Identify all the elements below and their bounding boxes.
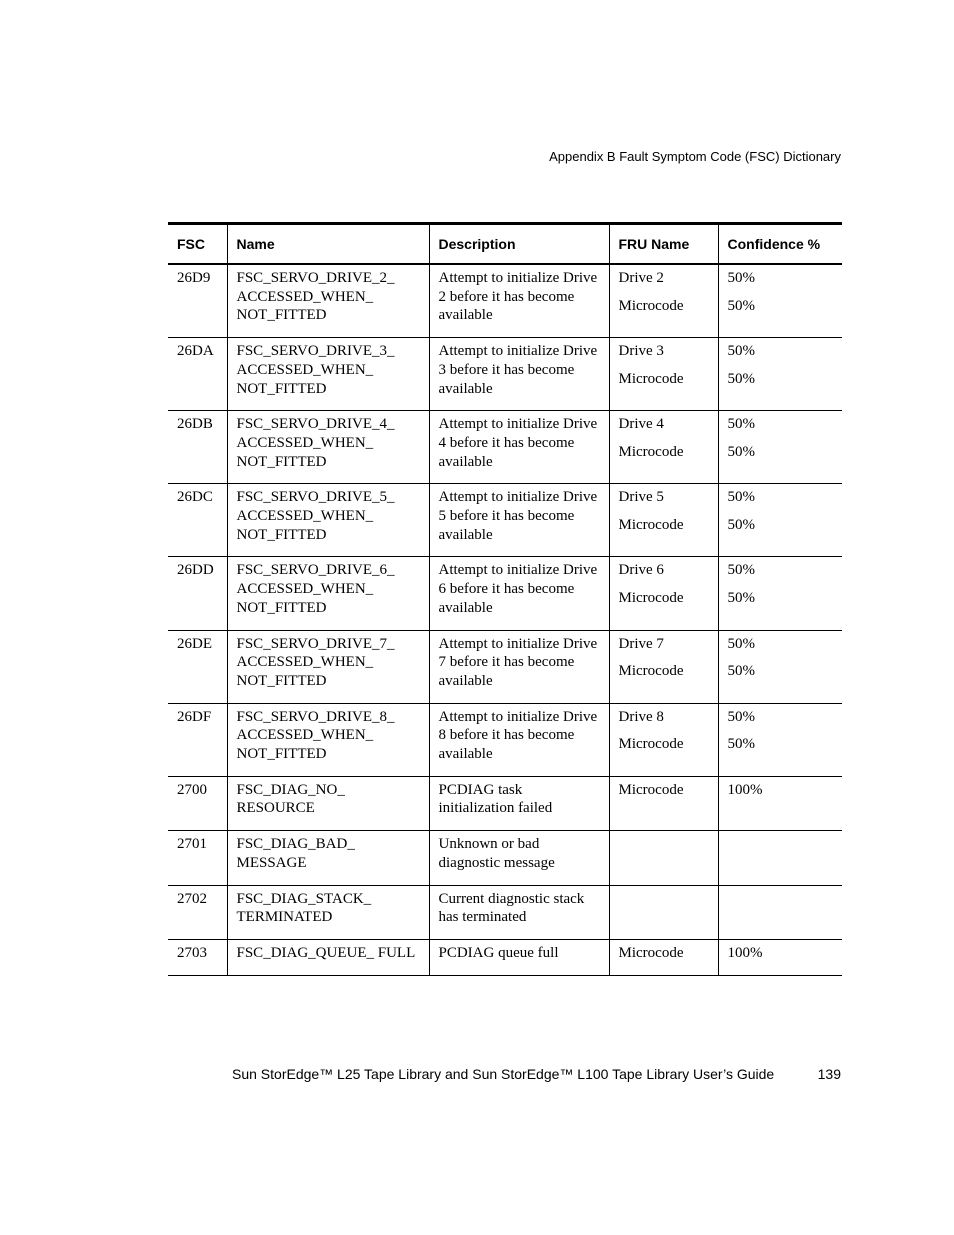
fru-name-cell: [609, 484, 718, 557]
fsc-name-cell: FSC_DIAG_NO_ RESOURCE: [227, 776, 429, 830]
description-cell: Attempt to initialize Drive 6 before it has become available: [429, 557, 609, 630]
fsc-name-cell: FSC_SERVO_DRIVE_2_ ACCESSED_WHEN_ NOT_FITTED: [227, 264, 429, 338]
table-row: [168, 630, 842, 703]
column-header-confidence: Confidence %: [718, 224, 842, 265]
fsc-code-cell: 26DF: [168, 703, 227, 776]
confidence-cell: [718, 411, 842, 484]
description-cell: Attempt to initialize Drive 3 before it has become available: [429, 338, 609, 411]
fsc-name-cell: FSC_DIAG_QUEUE_ FULL: [227, 939, 429, 975]
description-cell: Attempt to initialize Drive 8 before it has become available: [429, 703, 609, 776]
fru-name-cell-line: Drive 5: [618, 489, 664, 506]
confidence-cell-line: 50%: [727, 270, 755, 286]
confidence-cell: [718, 557, 842, 630]
description-cell: Attempt to initialize Drive 2 before it has become available: [429, 264, 609, 338]
fsc-name-cell: FSC_SERVO_DRIVE_3_ ACCESSED_WHEN_ NOT_FITTED: [227, 338, 429, 411]
confidence-cell-line: 50%: [727, 517, 755, 534]
fsc-name-cell: FSC_DIAG_BAD_ MESSAGE: [227, 831, 429, 885]
confidence-cell-line: 50%: [727, 736, 755, 753]
fru-name-cell-line: Microcode: [618, 443, 684, 460]
fsc-code-cell: 26DA: [168, 338, 227, 411]
fsc-code-cell: 26DE: [168, 630, 227, 703]
fsc-code-cell: 2701: [168, 831, 227, 885]
confidence-cell-line: 100%: [727, 944, 763, 961]
description-cell: PCDIAG queue full: [429, 939, 609, 975]
fsc-code-cell: 26DC: [168, 484, 227, 557]
fru-name-cell-line: Drive 3: [618, 343, 664, 360]
confidence-cell-line: 50%: [727, 370, 755, 387]
fsc-code-cell: 26DD: [168, 557, 227, 630]
confidence-cell: [718, 484, 842, 557]
confidence-cell-line: 50%: [727, 443, 755, 460]
description-cell: PCDIAG task initialization failed: [429, 776, 609, 830]
page-number: 139: [817, 1066, 841, 1082]
fru-name-cell-line: Drive 4: [618, 416, 664, 433]
fru-name-cell-line: Microcode: [618, 736, 684, 753]
table-row: [168, 703, 842, 776]
fru-name-cell-line: Microcode: [618, 370, 684, 387]
description-cell: Attempt to initialize Drive 7 before it has become available: [429, 630, 609, 703]
fsc-code-cell: 2702: [168, 885, 227, 939]
fsc-code-cell: 26DB: [168, 411, 227, 484]
confidence-cell: [718, 939, 842, 975]
description-cell: Unknown or bad diagnostic message: [429, 831, 609, 885]
description-cell: Current diagnostic stack has terminated: [429, 885, 609, 939]
table-row: [168, 776, 842, 830]
fru-name-cell: [609, 264, 718, 338]
fsc-name-cell: FSC_SERVO_DRIVE_7_ ACCESSED_WHEN_ NOT_FITTED: [227, 630, 429, 703]
running-footer: Sun StorEdge™ L25 Tape Library and Sun StorEdge™ L100 Tape Library User’s Guide: [232, 1066, 775, 1082]
fsc-table: [168, 222, 842, 976]
confidence-cell-line: 50%: [727, 489, 755, 506]
table-body: [168, 264, 842, 975]
table-row: [168, 831, 842, 885]
confidence-cell: [718, 703, 842, 776]
fru-name-cell: [609, 338, 718, 411]
fru-name-cell-line: Microcode: [618, 590, 684, 607]
table-row: [168, 939, 842, 975]
fru-name-cell: [609, 411, 718, 484]
column-header-fru-name: FRU Name: [609, 224, 718, 265]
table-row: [168, 264, 842, 338]
fru-name-cell-line: Microcode: [618, 781, 684, 798]
fru-name-cell-line: Drive 7: [618, 635, 664, 652]
confidence-cell: [718, 831, 842, 885]
fru-name-cell: [609, 831, 718, 885]
fru-name-cell: [609, 776, 718, 830]
fru-name-cell-line: Drive 6: [618, 562, 664, 579]
fru-name-cell: [609, 939, 718, 975]
confidence-cell-line: 50%: [727, 708, 755, 725]
fru-name-cell-line: Microcode: [618, 663, 684, 680]
description-cell: Attempt to initialize Drive 5 before it has become available: [429, 484, 609, 557]
fsc-code-cell: 26D9: [168, 264, 227, 338]
confidence-cell-line: 50%: [727, 635, 755, 652]
fsc-name-cell: FSC_SERVO_DRIVE_6_ ACCESSED_WHEN_ NOT_FITTED: [227, 557, 429, 630]
fsc-name-cell: FSC_DIAG_STACK_ TERMINATED: [227, 885, 429, 939]
fru-name-cell: [609, 630, 718, 703]
confidence-cell: [718, 264, 842, 338]
fru-name-cell: [609, 885, 718, 939]
confidence-cell: [718, 338, 842, 411]
fru-name-cell-line: Drive 8: [618, 708, 664, 725]
fsc-name-cell: FSC_SERVO_DRIVE_4_ ACCESSED_WHEN_ NOT_FITTED: [227, 411, 429, 484]
table-row: [168, 411, 842, 484]
confidence-cell-line: 50%: [727, 663, 755, 680]
column-header-description: Description: [429, 224, 609, 265]
confidence-cell-line: 50%: [727, 416, 755, 433]
fru-name-cell-line: Microcode: [618, 517, 684, 534]
fsc-name-cell: FSC_SERVO_DRIVE_8_ ACCESSED_WHEN_ NOT_FITTED: [227, 703, 429, 776]
fru-name-cell-line: Drive 2: [618, 270, 664, 286]
fru-name-cell: [609, 703, 718, 776]
confidence-cell: [718, 885, 842, 939]
confidence-cell-line: 50%: [727, 590, 755, 607]
confidence-cell-line: 50%: [727, 343, 755, 360]
fru-name-cell-line: Microcode: [618, 944, 684, 961]
table-header-row: [168, 224, 842, 265]
column-header-name: Name: [227, 224, 429, 265]
column-header-fsc: FSC: [168, 224, 227, 265]
table-row: [168, 885, 842, 939]
table-row: [168, 484, 842, 557]
fsc-code-cell: 2700: [168, 776, 227, 830]
confidence-cell: [718, 776, 842, 830]
confidence-cell-line: 100%: [727, 781, 763, 798]
fsc-code-cell: 2703: [168, 939, 227, 975]
fru-name-cell-line: Microcode: [618, 297, 684, 314]
fru-name-cell: [609, 557, 718, 630]
confidence-cell-line: 50%: [727, 297, 755, 314]
table-row: [168, 338, 842, 411]
confidence-cell-line: 50%: [727, 562, 755, 579]
running-header: Appendix B Fault Symptom Code (FSC) Dictionary: [549, 149, 841, 164]
fsc-name-cell: FSC_SERVO_DRIVE_5_ ACCESSED_WHEN_ NOT_FITTED: [227, 484, 429, 557]
table-row: [168, 557, 842, 630]
description-cell: Attempt to initialize Drive 4 before it has become available: [429, 411, 609, 484]
confidence-cell: [718, 630, 842, 703]
